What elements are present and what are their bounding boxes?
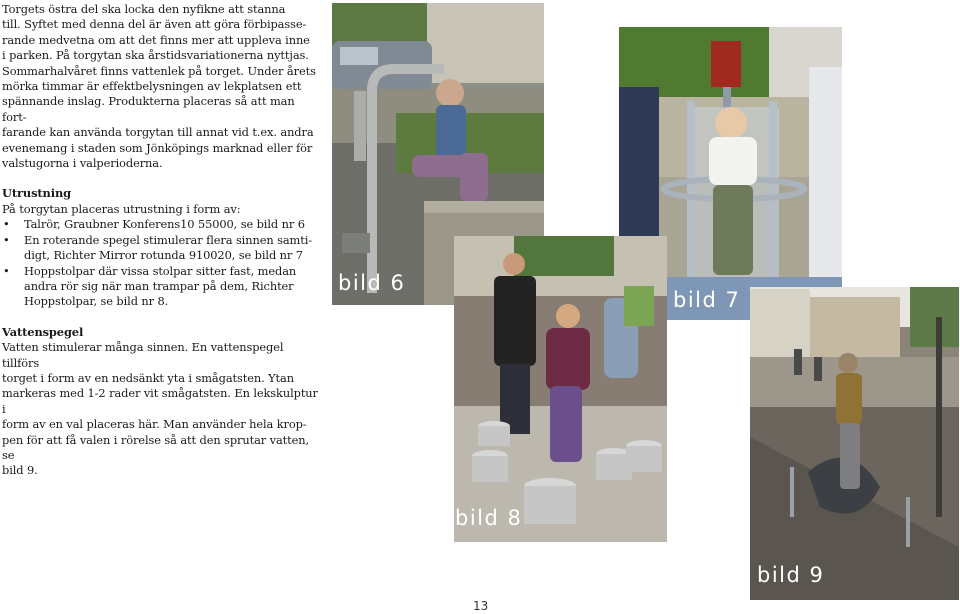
vattenspegel-line: torget i form av en nedsänkt yta i smågatsten. Ytan	[2, 370, 294, 385]
photo-caption: bild 7	[673, 288, 741, 312]
equipment-list	[2, 217, 320, 309]
list-item-line: digt, Richter Mirror rotunda 910020, se bild nr 7	[24, 248, 303, 263]
list-item	[2, 264, 320, 310]
vattenspegel-line: Vatten stimulerar många sinnen. En vattenspegel tillförs	[2, 340, 284, 370]
list-item-line: Hoppstolpar, se bild nr 8.	[24, 294, 169, 309]
list-item-line: andra rör sig när man trampar på dem, Richter	[24, 278, 294, 293]
intro-line: mörka timmar är effektbelysningen av lekplatsen ett	[2, 79, 302, 94]
intro-line: valstugorna i valperioderna.	[2, 156, 163, 171]
list-item-line: En roterande spegel stimulerar flera sinnen samti-	[24, 232, 313, 247]
text-column	[2, 2, 320, 479]
intro-line: till. Syftet med denna del är även att göra förbipasse-	[2, 17, 307, 32]
list-item-line: Hoppstolpar där vissa stolpar sitter fast, medan	[24, 263, 297, 278]
vattenspegel-heading: Vattenspegel	[2, 324, 84, 339]
vattenspegel-line: pen för att få valen i rörelse så att den sprutar vatten, se	[2, 432, 310, 462]
vattenspegel-line: bild 9.	[2, 463, 38, 478]
intro-line: i parken. På torgytan ska årstidsvariationerna nyttjas.	[2, 48, 309, 63]
photo-caption: bild 6	[338, 271, 406, 295]
intro-line: evenemang i staden som Jönköpings marknad eller för	[2, 140, 313, 155]
photo-caption: bild 9	[757, 563, 825, 587]
utrustning-intro: På torgytan placeras utrustning i form av:	[2, 201, 241, 216]
vattenspegel-line: form av en val placeras här. Man använder hela krop-	[2, 417, 307, 432]
vattenspegel-line: markeras med 1-2 rader vit smågatsten. En lekskulptur i	[2, 386, 318, 416]
list-item	[2, 217, 320, 232]
photo-caption: bild 8	[455, 506, 523, 530]
intro-line: Torgets östra del ska locka den nyfikne att stanna	[2, 2, 286, 16]
intro-line: Sommarhalvåret finns vattenlek på torget. Under årets	[2, 63, 316, 78]
intro-line: rande medvetna om att det finns mer att uppleva inne	[2, 32, 310, 47]
list-item	[2, 233, 320, 264]
intro-line: farande kan använda torgytan till annat vid t.ex. andra	[2, 125, 314, 140]
page-number: 13	[473, 599, 489, 613]
utrustning-heading: Utrustning	[2, 186, 72, 201]
list-item-line: Talrör, Graubner Konferens10 55000, se bild nr 6	[24, 217, 305, 232]
photo-bild-9	[750, 287, 959, 600]
intro-line: spännande inslag. Produkterna placeras så att man fort-	[2, 94, 295, 124]
photo-bild-8	[454, 236, 667, 542]
